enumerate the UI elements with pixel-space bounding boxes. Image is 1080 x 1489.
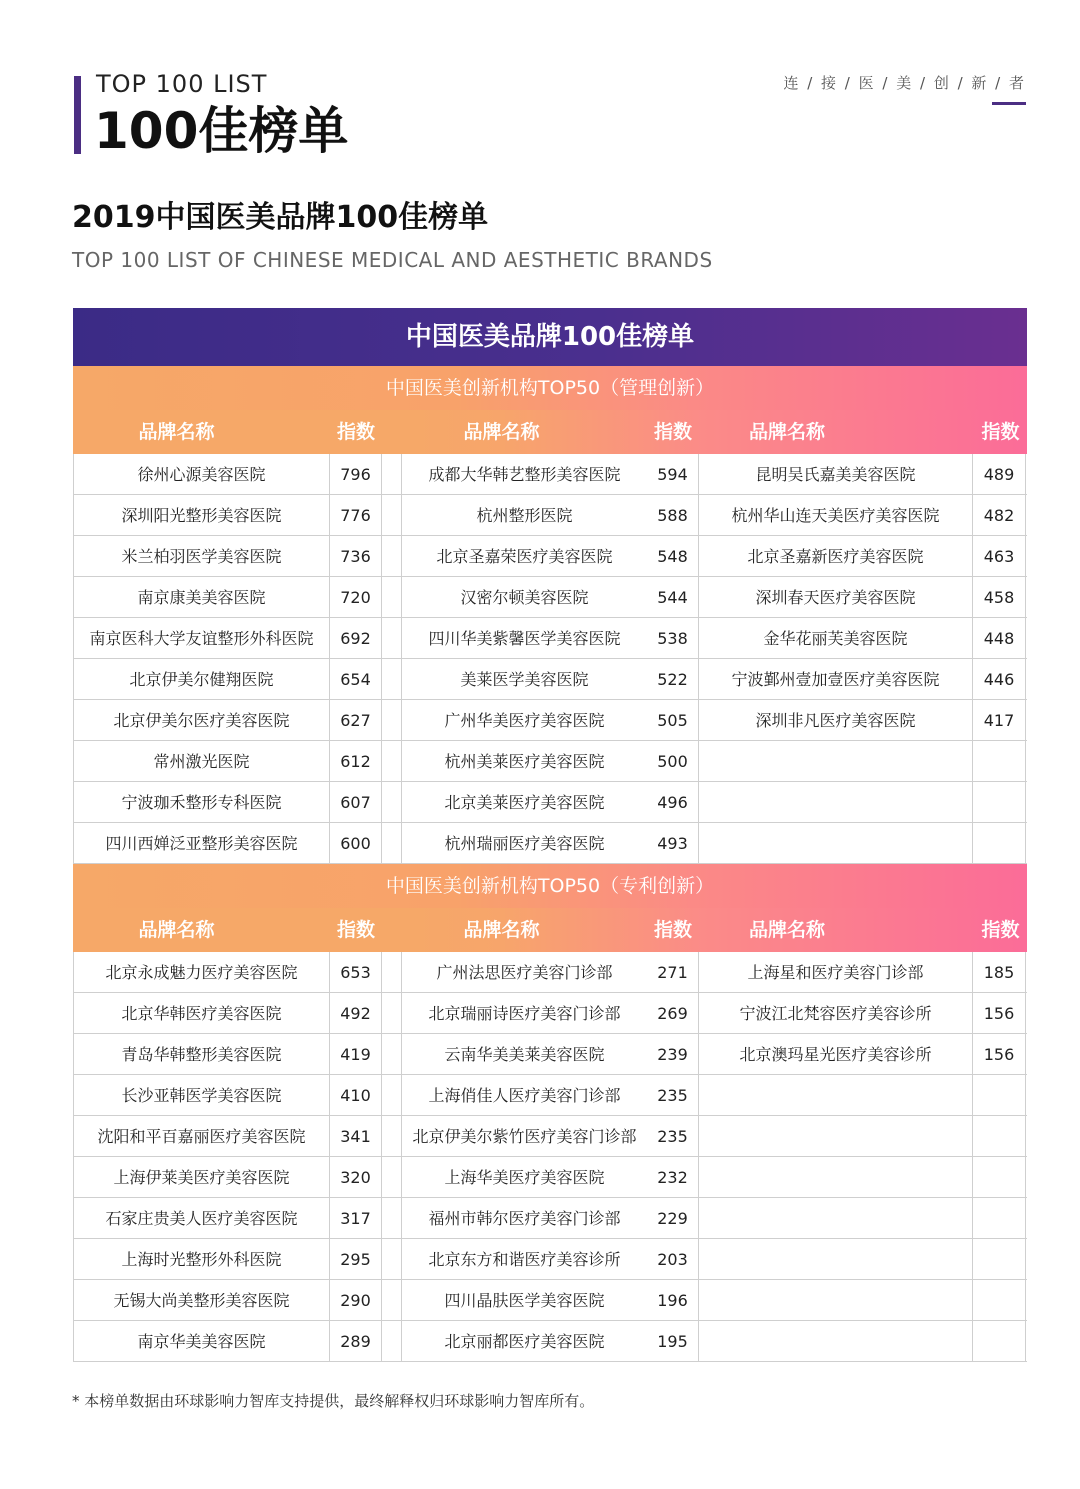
table-row [73, 823, 1027, 864]
index-cell: 736 [330, 536, 382, 576]
index-cell: 489 [973, 454, 1026, 494]
brand-name-cell: 米兰柏羽医学美容医院 [73, 536, 330, 576]
table-row [73, 659, 1027, 700]
table-banner: 中国医美品牌100佳榜单 [73, 308, 1027, 366]
brand-name-cell: 宁波珈禾整形专科医院 [73, 782, 330, 822]
brand-name-cell [699, 782, 973, 822]
index-cell: 692 [330, 618, 382, 658]
top-title: 100佳榜单 [94, 102, 349, 160]
index-cell: 448 [973, 618, 1026, 658]
brand-name-cell: 福州市韩尔医疗美容门诊部 [401, 1198, 647, 1238]
brand-name-cell: 上海俏佳人医疗美容门诊部 [401, 1075, 647, 1115]
index-cell: 548 [647, 536, 699, 576]
table-row [73, 1034, 1027, 1075]
column-gap [382, 1116, 401, 1156]
index-cell [973, 1239, 1026, 1279]
table-row [73, 1280, 1027, 1321]
main-title: 2019中国医美品牌100佳榜单 [72, 200, 489, 235]
index-cell: 156 [973, 993, 1026, 1033]
index-cell: 458 [973, 577, 1026, 617]
index-cell: 544 [647, 577, 699, 617]
column-gap [382, 1198, 401, 1238]
brand-name-cell: 北京华韩医疗美容医院 [73, 993, 330, 1033]
index-cell: 607 [330, 782, 382, 822]
column-gap [382, 1280, 401, 1320]
section-title: 中国医美创新机构TOP50（专利创新） [73, 864, 1027, 908]
index-cell: 289 [330, 1321, 382, 1361]
table-row [73, 1116, 1027, 1157]
column-header-name: 品牌名称 [463, 421, 540, 443]
brand-name-cell: 四川晶肤医学美容医院 [401, 1280, 647, 1320]
brand-name-cell: 北京澳玛星光医疗美容诊所 [699, 1034, 973, 1074]
brand-name-cell: 北京丽都医疗美容医院 [401, 1321, 647, 1361]
index-cell: 653 [330, 952, 382, 992]
column-header-index: 指数 [981, 421, 1020, 443]
brand-name-cell: 北京伊美尔医疗美容医院 [73, 700, 330, 740]
index-cell: 612 [330, 741, 382, 781]
brand-name-cell: 北京圣嘉荣医疗美容医院 [401, 536, 647, 576]
accent-bar [74, 76, 81, 154]
column-gap [382, 410, 401, 454]
table-row [73, 1075, 1027, 1116]
column-gap [382, 741, 401, 781]
index-cell: 720 [330, 577, 382, 617]
index-cell [973, 1321, 1026, 1361]
column-gap [382, 908, 401, 952]
brand-name-cell: 昆明吴氏嘉美美容医院 [699, 454, 973, 494]
index-cell: 500 [647, 741, 699, 781]
column-header-name: 品牌名称 [748, 919, 825, 941]
column-gap [382, 618, 401, 658]
footnote: * 本榜单数据由环球影响力智库支持提供，最终解释权归环球影响力智库所有。 [72, 1392, 595, 1410]
index-cell: 796 [330, 454, 382, 494]
column-gap [382, 1075, 401, 1115]
tagline-underline [992, 102, 1026, 105]
index-cell: 538 [647, 618, 699, 658]
brand-name-cell: 北京永成魅力医疗美容医院 [73, 952, 330, 992]
index-cell: 492 [330, 993, 382, 1033]
brand-name-cell: 沈阳和平百嘉丽医疗美容医院 [73, 1116, 330, 1156]
brand-name-cell: 云南华美美莱美容医院 [401, 1034, 647, 1074]
tagline: 连 / 接 / 医 / 美 / 创 / 新 / 者 [783, 74, 1026, 92]
index-cell [973, 1157, 1026, 1197]
brand-name-cell: 石家庄贵美人医疗美容医院 [73, 1198, 330, 1238]
brand-name-cell: 北京伊美尔健翔医院 [73, 659, 330, 699]
column-header-index: 指数 [336, 919, 375, 941]
brand-name-cell [699, 741, 973, 781]
index-cell: 410 [330, 1075, 382, 1115]
index-cell: 417 [973, 700, 1026, 740]
index-cell: 505 [647, 700, 699, 740]
brand-name-cell: 常州激光医院 [73, 741, 330, 781]
column-header-index: 指数 [653, 919, 692, 941]
column-header-index: 指数 [981, 919, 1020, 941]
index-cell [973, 782, 1026, 822]
brand-name-cell: 南京康美美容医院 [73, 577, 330, 617]
header-row [73, 410, 1027, 454]
brand-name-cell: 上海星和医疗美容门诊部 [699, 952, 973, 992]
table-row [73, 1321, 1027, 1362]
index-cell: 290 [330, 1280, 382, 1320]
index-cell [973, 1280, 1026, 1320]
index-cell: 320 [330, 1157, 382, 1197]
brand-name-cell: 广州华美医疗美容医院 [401, 700, 647, 740]
table-row [73, 952, 1027, 993]
index-cell: 156 [973, 1034, 1026, 1074]
index-cell: 654 [330, 659, 382, 699]
column-gap [382, 993, 401, 1033]
index-cell: 493 [647, 823, 699, 863]
column-gap [382, 700, 401, 740]
index-cell: 588 [647, 495, 699, 535]
table-row [73, 536, 1027, 577]
brand-name-cell [699, 823, 973, 863]
table-row [73, 618, 1027, 659]
brand-name-cell: 广州法思医疗美容门诊部 [401, 952, 647, 992]
brand-name-cell: 上海伊莱美医疗美容医院 [73, 1157, 330, 1197]
index-cell [973, 823, 1026, 863]
brand-name-cell: 四川西婵泛亚整形美容医院 [73, 823, 330, 863]
brand-name-cell: 杭州美莱医疗美容医院 [401, 741, 647, 781]
table-row [73, 1157, 1027, 1198]
table-row [73, 577, 1027, 618]
brand-name-cell: 徐州心源美容医院 [73, 454, 330, 494]
index-cell: 463 [973, 536, 1026, 576]
index-cell [973, 741, 1026, 781]
column-gap [382, 952, 401, 992]
column-gap [382, 454, 401, 494]
table-row [73, 993, 1027, 1034]
brand-name-cell: 北京东方和谐医疗美容诊所 [401, 1239, 647, 1279]
index-cell: 496 [647, 782, 699, 822]
column-gap [382, 495, 401, 535]
brand-name-cell: 北京美莱医疗美容医院 [401, 782, 647, 822]
index-cell: 341 [330, 1116, 382, 1156]
column-header-name: 品牌名称 [138, 421, 215, 443]
brand-name-cell [699, 1198, 973, 1238]
index-cell [973, 1116, 1026, 1156]
index-cell: 594 [647, 454, 699, 494]
brand-name-cell: 深圳阳光整形美容医院 [73, 495, 330, 535]
column-header-name: 品牌名称 [138, 919, 215, 941]
top-label: TOP 100 LIST [96, 70, 268, 98]
brand-name-cell: 北京伊美尔紫竹医疗美容门诊部 [401, 1116, 647, 1156]
table-row [73, 741, 1027, 782]
section-title: 中国医美创新机构TOP50（管理创新） [73, 366, 1027, 410]
brand-name-cell: 金华花丽芙美容医院 [699, 618, 973, 658]
column-gap [382, 1157, 401, 1197]
brand-name-cell: 上海华美医疗美容医院 [401, 1157, 647, 1197]
index-cell: 185 [973, 952, 1026, 992]
index-cell: 419 [330, 1034, 382, 1074]
brand-name-cell: 四川华美紫馨医学美容医院 [401, 618, 647, 658]
index-cell: 522 [647, 659, 699, 699]
index-cell: 232 [647, 1157, 699, 1197]
index-cell [973, 1075, 1026, 1115]
column-gap [382, 1034, 401, 1074]
index-cell: 229 [647, 1198, 699, 1238]
index-cell: 446 [973, 659, 1026, 699]
index-cell: 600 [330, 823, 382, 863]
brand-name-cell: 杭州华山连天美医疗美容医院 [699, 495, 973, 535]
index-cell: 195 [647, 1321, 699, 1361]
brand-name-cell: 无锡大尚美整形美容医院 [73, 1280, 330, 1320]
table-row [73, 495, 1027, 536]
brand-name-cell: 南京医科大学友谊整形外科医院 [73, 618, 330, 658]
index-cell: 196 [647, 1280, 699, 1320]
index-cell: 271 [647, 952, 699, 992]
brand-name-cell [699, 1075, 973, 1115]
brand-name-cell: 北京瑞丽诗医疗美容门诊部 [401, 993, 647, 1033]
brand-name-cell: 南京华美美容医院 [73, 1321, 330, 1361]
index-cell: 627 [330, 700, 382, 740]
index-cell: 317 [330, 1198, 382, 1238]
brand-name-cell: 美莱医学美容医院 [401, 659, 647, 699]
brand-name-cell: 汉密尔顿美容医院 [401, 577, 647, 617]
index-cell: 776 [330, 495, 382, 535]
brand-name-cell: 成都大华韩艺整形美容医院 [401, 454, 647, 494]
column-gap [382, 782, 401, 822]
brand-name-cell: 上海时光整形外科医院 [73, 1239, 330, 1279]
brand-name-cell [699, 1116, 973, 1156]
column-header-index: 指数 [653, 421, 692, 443]
brand-name-cell: 青岛华韩整形美容医院 [73, 1034, 330, 1074]
column-gap [382, 1239, 401, 1279]
column-gap [382, 1321, 401, 1361]
ranking-table [73, 308, 1027, 1362]
column-header-index: 指数 [336, 421, 375, 443]
header-row [73, 908, 1027, 952]
brand-name-cell [699, 1157, 973, 1197]
table-sections [73, 366, 1027, 1362]
index-cell: 203 [647, 1239, 699, 1279]
brand-name-cell [699, 1239, 973, 1279]
table-row [73, 1198, 1027, 1239]
table-row [73, 454, 1027, 495]
brand-name-cell: 杭州瑞丽医疗美容医院 [401, 823, 647, 863]
brand-name-cell [699, 1280, 973, 1320]
column-gap [382, 577, 401, 617]
column-gap [382, 536, 401, 576]
brand-name-cell [699, 1321, 973, 1361]
column-gap [382, 823, 401, 863]
index-cell: 269 [647, 993, 699, 1033]
brand-name-cell: 宁波鄞州壹加壹医疗美容医院 [699, 659, 973, 699]
index-cell: 235 [647, 1116, 699, 1156]
index-cell: 239 [647, 1034, 699, 1074]
index-cell [973, 1198, 1026, 1238]
brand-name-cell: 北京圣嘉新医疗美容医院 [699, 536, 973, 576]
brand-name-cell: 杭州整形医院 [401, 495, 647, 535]
brand-name-cell: 长沙亚韩医学美容医院 [73, 1075, 330, 1115]
sub-title: TOP 100 LIST OF CHINESE MEDICAL AND AESTHETIC BRANDS [72, 248, 713, 272]
brand-name-cell: 深圳非凡医疗美容医院 [699, 700, 973, 740]
column-header-name: 品牌名称 [748, 421, 825, 443]
brand-name-cell: 宁波江北梵容医疗美容诊所 [699, 993, 973, 1033]
table-row [73, 1239, 1027, 1280]
table-row [73, 782, 1027, 823]
table-row [73, 700, 1027, 741]
index-cell: 482 [973, 495, 1026, 535]
column-header-name: 品牌名称 [463, 919, 540, 941]
index-cell: 295 [330, 1239, 382, 1279]
index-cell: 235 [647, 1075, 699, 1115]
brand-name-cell: 深圳春天医疗美容医院 [699, 577, 973, 617]
column-gap [382, 659, 401, 699]
